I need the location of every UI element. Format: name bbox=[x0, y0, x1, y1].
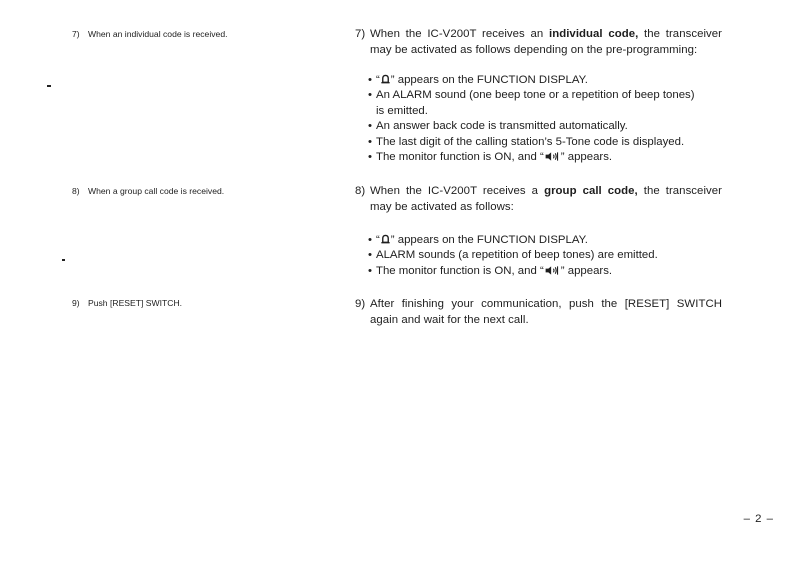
bullet-text: ” appears on the FUNCTION DISPLAY. bbox=[390, 234, 588, 246]
left-caption-text: Push [RESET] SWITCH. bbox=[88, 298, 183, 308]
page-number: – 2 – bbox=[743, 513, 774, 525]
speaker-icon bbox=[544, 151, 561, 162]
bullet-dot: • bbox=[368, 234, 372, 246]
step-8-text: the transceiver bbox=[637, 185, 722, 197]
bullet-text: “ bbox=[376, 74, 380, 86]
bullet-item bbox=[368, 135, 738, 150]
speaker-icon bbox=[544, 265, 561, 276]
bullet-item bbox=[368, 73, 738, 88]
step-number: 8) bbox=[355, 185, 366, 197]
bullet-item bbox=[368, 119, 738, 134]
left-caption-number: 7) bbox=[72, 29, 80, 39]
bullet-text: ” appears on the FUNCTION DISPLAY. bbox=[390, 74, 588, 86]
scan-mark bbox=[47, 85, 51, 87]
step-8-line-1 bbox=[370, 183, 722, 199]
step-8-bullet-list bbox=[368, 233, 738, 279]
bullet-text: “ bbox=[376, 234, 380, 246]
left-caption-7 bbox=[72, 29, 228, 40]
bullet-text: The monitor function is ON, and “ bbox=[376, 151, 544, 164]
bullet-dot: • bbox=[368, 89, 372, 102]
step-9-paragraph bbox=[355, 296, 735, 328]
step-7-bold-term: individual code, bbox=[548, 28, 639, 40]
step-7-text: When the IC-V200T receives an bbox=[370, 28, 549, 40]
step-9-line-1: After finishing your communication, push the [RESET] SWITCH bbox=[370, 298, 722, 310]
bullet-dot: • bbox=[368, 74, 372, 86]
bell-icon bbox=[380, 234, 391, 245]
bullet-dot: • bbox=[368, 151, 372, 164]
bullet-item bbox=[368, 88, 738, 119]
left-caption-text: When a group call code is received. bbox=[88, 186, 225, 196]
left-caption-number: 9) bbox=[72, 298, 80, 308]
step-9-line-2: again and wait for the next call. bbox=[370, 314, 529, 326]
left-caption-text: When an individual code is received. bbox=[88, 29, 228, 39]
step-7-line-1 bbox=[370, 26, 722, 42]
step-7-line-2: may be activated as follows depending on the pre-programming: bbox=[370, 44, 698, 56]
step-7-text: the transceiver bbox=[638, 28, 723, 40]
bell-icon bbox=[380, 74, 391, 85]
bullet-dot: • bbox=[368, 135, 372, 148]
bullet-text: ” appears. bbox=[560, 264, 613, 277]
bullet-item bbox=[368, 264, 738, 279]
bullet-dot: • bbox=[368, 264, 372, 277]
bullet-text: ” appears. bbox=[560, 151, 613, 164]
step-7-paragraph bbox=[355, 26, 735, 58]
bullet-text: An answer back code is transmitted automatically. bbox=[376, 120, 628, 133]
step-8-bold-term: group call code, bbox=[544, 185, 638, 197]
left-caption-9 bbox=[72, 298, 182, 309]
bullet-item bbox=[368, 233, 738, 248]
step-8-line-2: may be activated as follows: bbox=[370, 201, 514, 213]
bullet-item bbox=[368, 248, 738, 263]
left-caption-number: 8) bbox=[72, 186, 80, 196]
step-8-paragraph bbox=[355, 183, 735, 215]
left-caption-8 bbox=[72, 186, 224, 197]
scan-mark bbox=[62, 259, 65, 261]
bullet-text: An ALARM sound (one beep tone or a repetition of beep tones) bbox=[376, 89, 695, 102]
bullet-item bbox=[368, 150, 738, 165]
step-8-text: When the IC-V200T receives a bbox=[370, 185, 545, 197]
bullet-dot: • bbox=[368, 120, 372, 133]
step-number: 9) bbox=[355, 298, 366, 310]
step-7-bullet-list bbox=[368, 73, 738, 165]
bullet-text: ALARM sounds (a repetition of beep tones) are emitted. bbox=[376, 249, 658, 262]
bullet-continuation: is emitted. bbox=[376, 104, 428, 117]
step-number: 7) bbox=[355, 28, 366, 40]
bullet-dot: • bbox=[368, 249, 372, 262]
bullet-text: The monitor function is ON, and “ bbox=[376, 264, 544, 277]
bullet-text: The last digit of the calling station’s 5-Tone code is displayed. bbox=[376, 135, 685, 148]
